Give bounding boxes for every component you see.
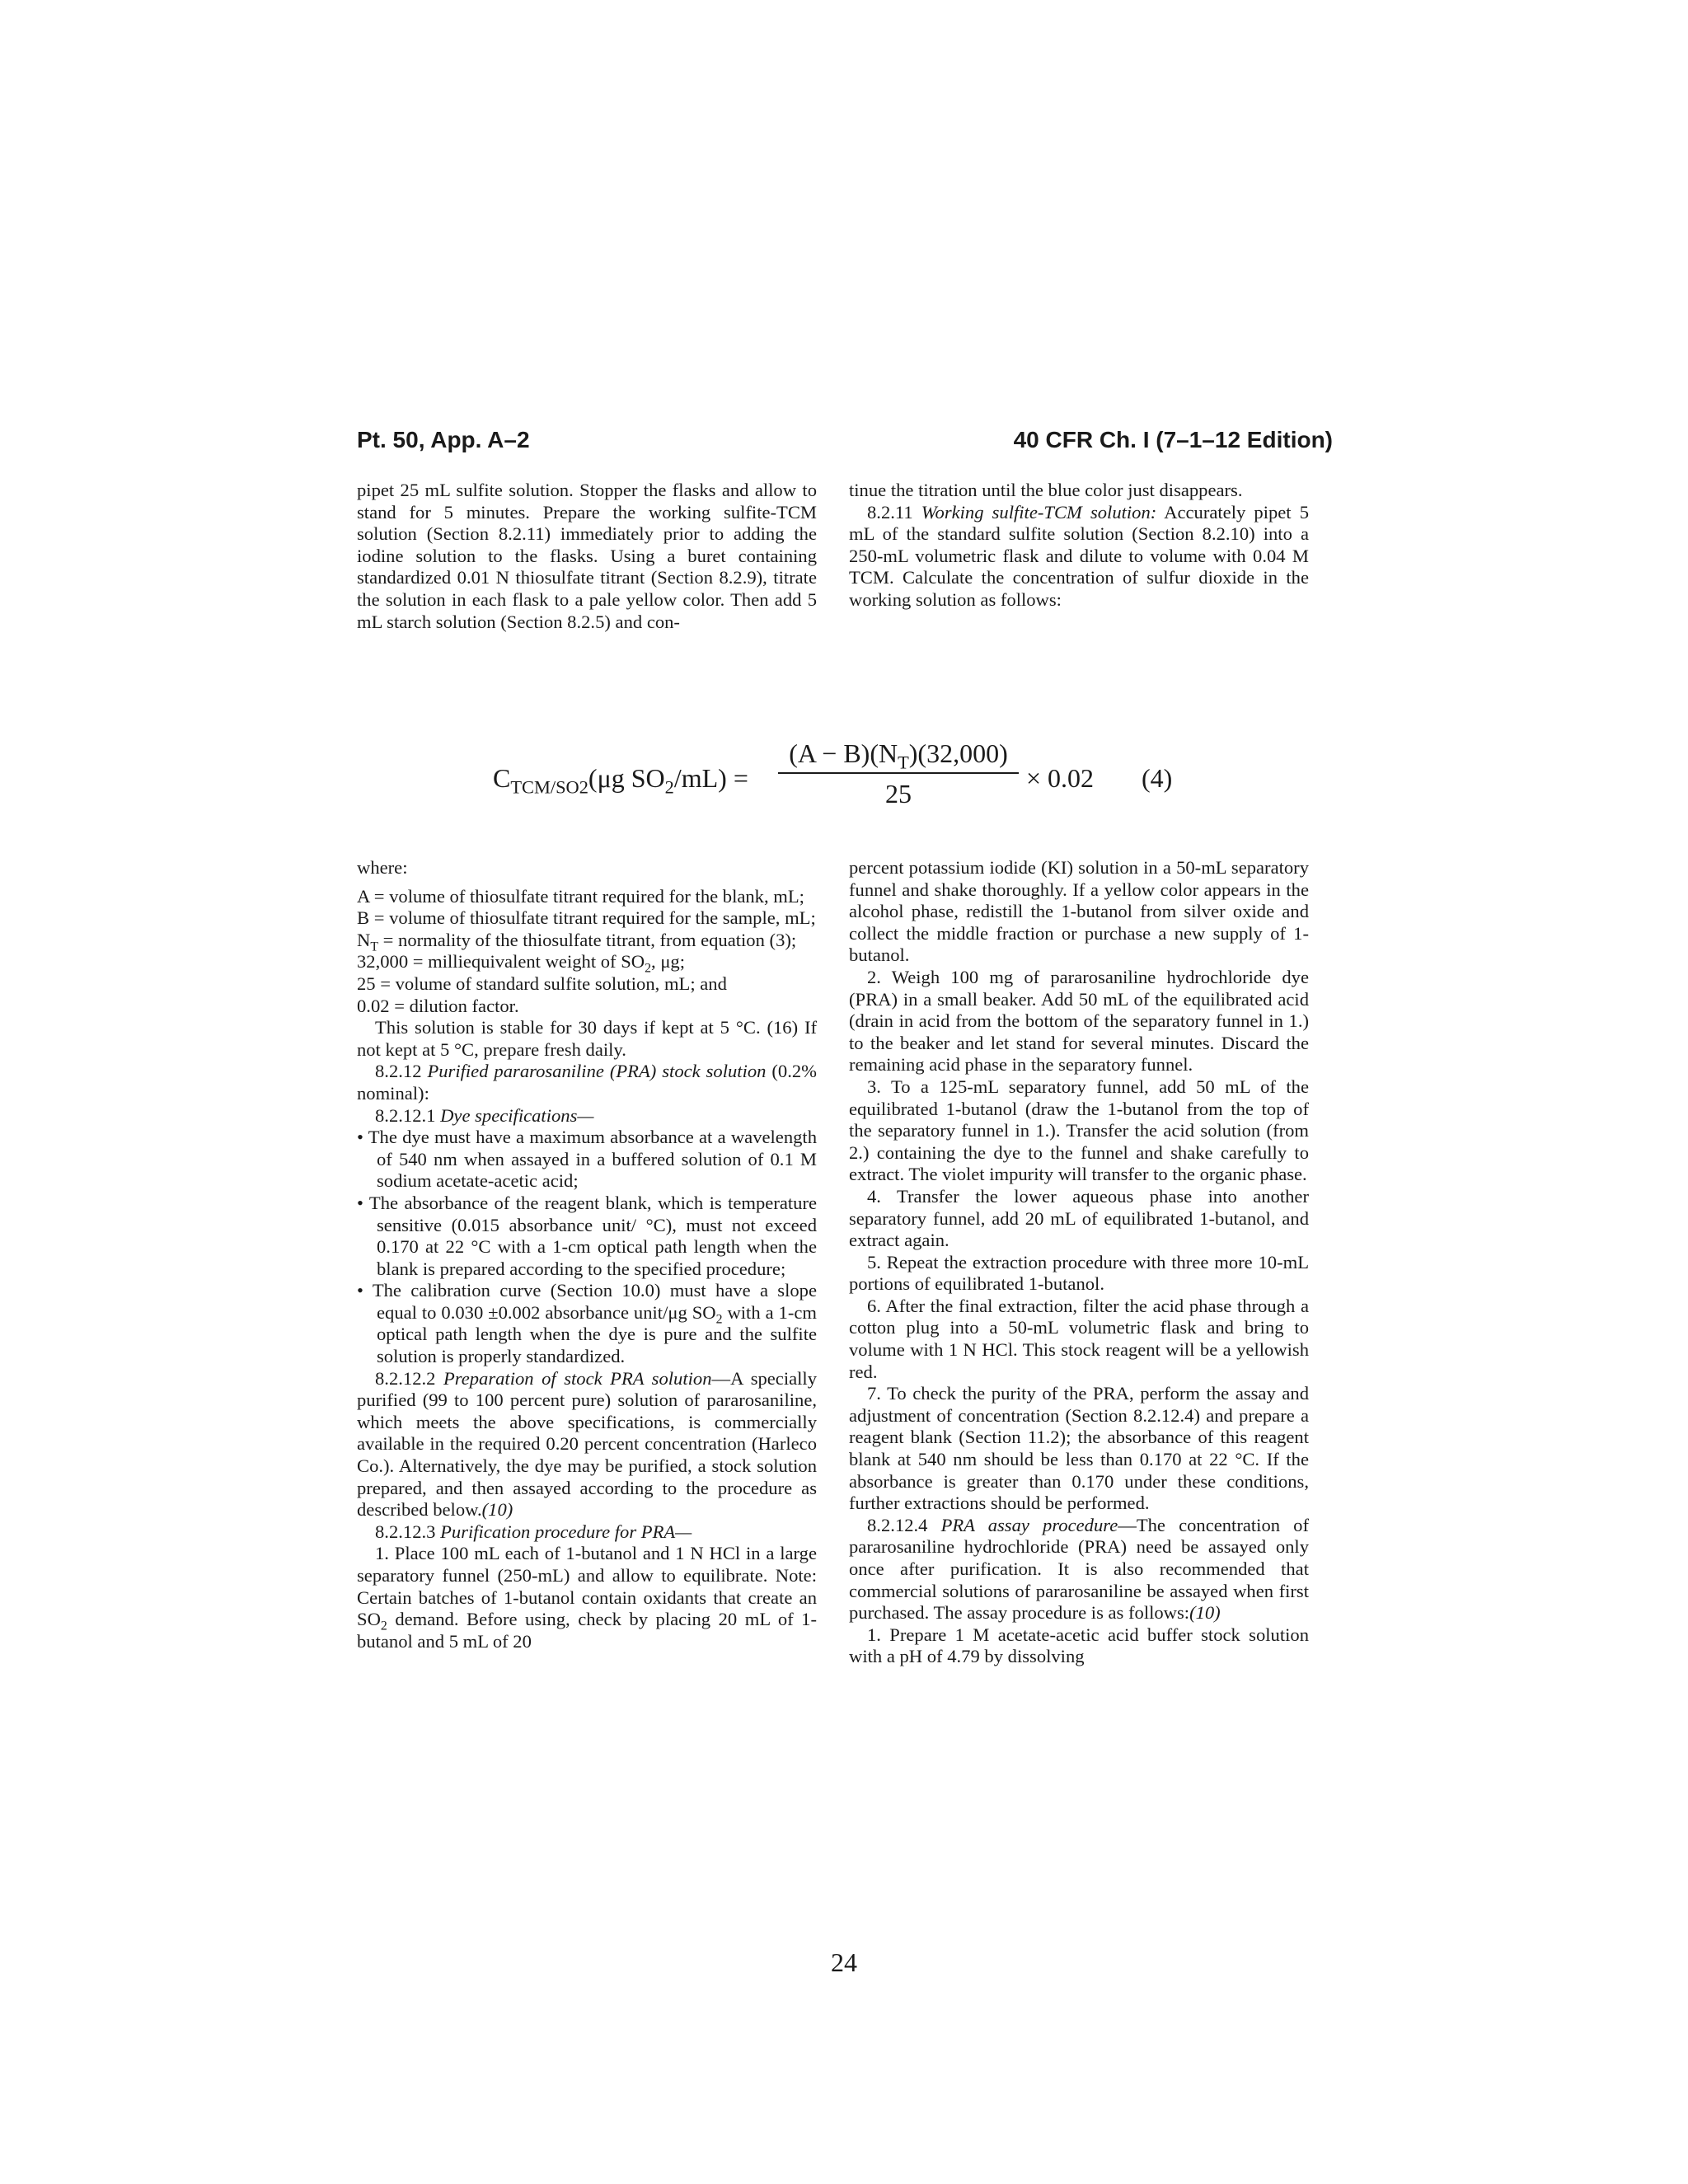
bullet-text: with a 1-cm optical path length when the dye is pure and the sulfite solution is properly standardized. [377,1301,817,1367]
continued-paragraph: percent potassium iodide (KI) solution in a 50-mL separatory funnel and shake thoroughly. If a yellow color appears in the alcohol phase, redistill the 1-butanol from silver oxide and collect the middle fraction or purchase a new supply of 1-butanol. [849,857,1309,966]
section-title: Purified pararosaniline (PRA) stock solution [427,1061,767,1082]
definition-002: 0.02 = dilution factor. [357,995,519,1016]
section-8-2-12-4 [849,1515,1309,1624]
def-text: , μg; [651,951,685,972]
definition-25: 25 = volume of standard sulfite solution, mL; and [357,972,727,994]
eq-units-close: /mL) = [673,763,748,793]
section-8-2-12-1 [357,1105,817,1127]
section-title: PRA assay procedure [940,1514,1118,1535]
bullet-item: • The absorbance of the reagent blank, which is temperature sensitive (0.015 absorbance unit/ °C), must not exceed 0.170 at 22 °C with a 1-cm optical path length when the blank is prepared according to the specified procedure; [357,1192,817,1279]
eq-numerator-part: )(32,000) [908,738,1008,768]
bullet-item: • The dye must have a maximum absorbance at a wavelength of 540 nm when assayed in a buffered solution of 0.1 M sodium acetate-acetic acid; [357,1127,817,1192]
section-text: —A specially purified (99 to 100 percent pure) solution of pararosaniline, which meets the above specifications, is commercially available in the required 0.20 percent concentration (Harleco Co.). Alternatively, the dye may be purified, a stock solution prepared, and then assayed according to the procedure as described below. [357,1367,817,1521]
definition-a: A = volume of thiosulfate titrant required for the blank, mL; [357,885,804,907]
section-text: (0.2% nominal): [357,1061,817,1104]
eq-numerator-part: (A − B)(N [789,738,898,768]
running-header-left: Pt. 50, App. A–2 [357,427,530,452]
def-text: 32,000 = milliequivalent weight of SO [357,951,645,972]
assay-step-1: 1. Prepare 1 M acetate-acetic acid buffer stock solution with a pH of 4.79 by dissolving [849,1624,1309,1667]
page-number: 24 [831,1947,857,1977]
equation-number: (4) [1142,763,1173,793]
def-text: = normality of the thiosulfate titrant, from equation (3); [378,929,797,950]
reference: (10) [481,1499,513,1521]
eq-subscript: TCM/SO2 [510,776,588,798]
section-number: 8.2.12 [375,1061,422,1082]
procedure-step-2: 2. Weigh 100 mg of pararosaniline hydrochloride dye (PRA) in a small beaker. Add 50 mL of the equilibrated acid (drain in acid from the bottom of the separatory funnel in 1.) to the beaker and let stand for several minutes. Discard the remaining acid phase in the separatory funnel. [849,966,1309,1076]
procedure-step-3: 3. To a 125-mL separatory funnel, add 50 mL of the equilibrated 1-butanol (draw the 1-butanol from the top of the separatory funnel in 1.). Transfer the acid solution (from 2.) containing the dye to the funnel and shake carefully to extract. The violet impurity will transfer to the organic phase. [849,1076,1309,1185]
bullet-text: • The calibration curve (Section 10.0) must have a slope equal to 0.030 ±0.002 absorbance unit/μg SO [357,1280,817,1323]
section-number: 8.2.12.1 [375,1104,436,1126]
definition-32000 [357,951,817,976]
top-left-column [357,480,817,633]
equation-multiplier: × 0.02 [1026,763,1095,793]
section-number: 8.2.12.3 [375,1521,436,1542]
reference: (10) [1189,1602,1221,1624]
stability-note: This solution is stable for 30 days if kept at 5 °C. (16) If not kept at 5 °C, prepare fresh daily. [357,1017,817,1060]
section-8-2-11 [849,502,1309,612]
bullet-subscript: 2 [715,1312,723,1327]
step-text: 1. Place 100 mL each of 1-butanol and 1 N HCl in a large separatory funnel (250-mL) and allow to equilibrate. Note: Certain batches of 1-butanol contain oxidants that create an SO [357,1543,817,1630]
running-header-right: 40 CFR Ch. I (7–1–12 Edition) [1013,427,1333,452]
procedure-step-7: 7. To check the purity of the PRA, perform the assay and adjustment of concentration (Section 8.2.12.4) and prepare a reagent blank (Section 11.2); the absorbance of this reagent blank at 540 nm should be less than 0.170 at 22 °C. If the absorbance is greater than 0.170 under these conditions, further extractions should be performed. [849,1383,1309,1514]
procedure-step-5: 5. Repeat the extraction procedure with three more 10-mL portions of equilibrated 1-butanol. [849,1251,1309,1295]
section-title: Working sulfite-TCM solution: [921,501,1157,523]
top-right-column [849,480,1309,612]
equation-fraction [775,738,1022,809]
section-8-2-12-3 [357,1521,817,1544]
section-title: Preparation of stock PRA solution [443,1367,712,1389]
equation-denominator: 25 [885,779,912,808]
paragraph: tinue the titration until the blue color just disappears. [849,480,1243,500]
bottom-right-column [849,857,1309,1668]
paragraph: pipet 25 mL sulfite solution. Stopper the flasks and allow to stand for 5 minutes. Prepare the working sulfite-TCM solution (Section 8.2.11) immediately prior to adding the iodine solution to the flasks. Using a buret containing standardized 0.01 N thiosulfate titrant (Section 8.2.9), titrate the solution in each flask to a pale yellow color. Then add 5 mL starch solution (Section 8.2.5) and con- [357,480,817,632]
section-number: 8.2.12.4 [867,1514,928,1535]
equation-numerator [775,738,1022,772]
equation-lhs [493,763,748,798]
section-number: 8.2.12.2 [375,1367,436,1389]
section-8-2-12 [357,1061,817,1104]
section-8-2-12-2 [357,1368,817,1521]
section-text: —The concentration of pararosaniline hydrochloride (PRA) need be assayed only once after purification. It is also recommended that commercial solutions of pararosaniline be assayed when first purchased. The assay procedure is as follows: [849,1514,1309,1624]
section-title: Dye specifications— [440,1104,594,1126]
definition-nt [357,930,817,952]
equation-4 [0,738,1688,821]
eq-subscript: 2 [664,776,674,798]
bullet-item [357,1280,817,1367]
section-text: Accurately pipet 5 mL of the standard sulfite solution (Section 8.2.10) into a 250-mL volumetric flask and dilute to volume with 0.04 M TCM. Calculate the concentration of sulfur dioxide in the working solution as follows: [849,501,1310,610]
def-symbol: N [357,929,371,950]
section-title: Purification procedure for PRA— [440,1521,692,1542]
eq-subscript: T [898,752,909,773]
spacer [357,879,817,886]
def-subscript: 2 [645,961,652,976]
bottom-left-column [357,857,817,1652]
def-subscript: T [370,940,378,954]
procedure-step-4: 4. Transfer the lower aqueous phase into another separatory funnel, add 20 mL of equilibrated 1-butanol, and extract again. [849,1185,1309,1251]
eq-units-open: (μg SO [588,763,665,793]
step-subscript: 2 [380,1619,387,1633]
procedure-step-1 [357,1543,817,1652]
eq-symbol-c: C [493,763,511,793]
definition-b: B = volume of thiosulfate titrant required for the sample, mL; [357,907,816,929]
where-label: where: [357,857,408,878]
section-number: 8.2.11 [867,501,913,523]
procedure-step-6: 6. After the final extraction, filter the acid phase through a cotton plug into a 50-mL volumetric flask and bring to volume with 1 N HCl. This stock reagent will be a yellowish red. [849,1295,1309,1382]
step-text: demand. Before using, check by placing 20 mL of 1-butanol and 5 mL of 20 [357,1609,817,1652]
